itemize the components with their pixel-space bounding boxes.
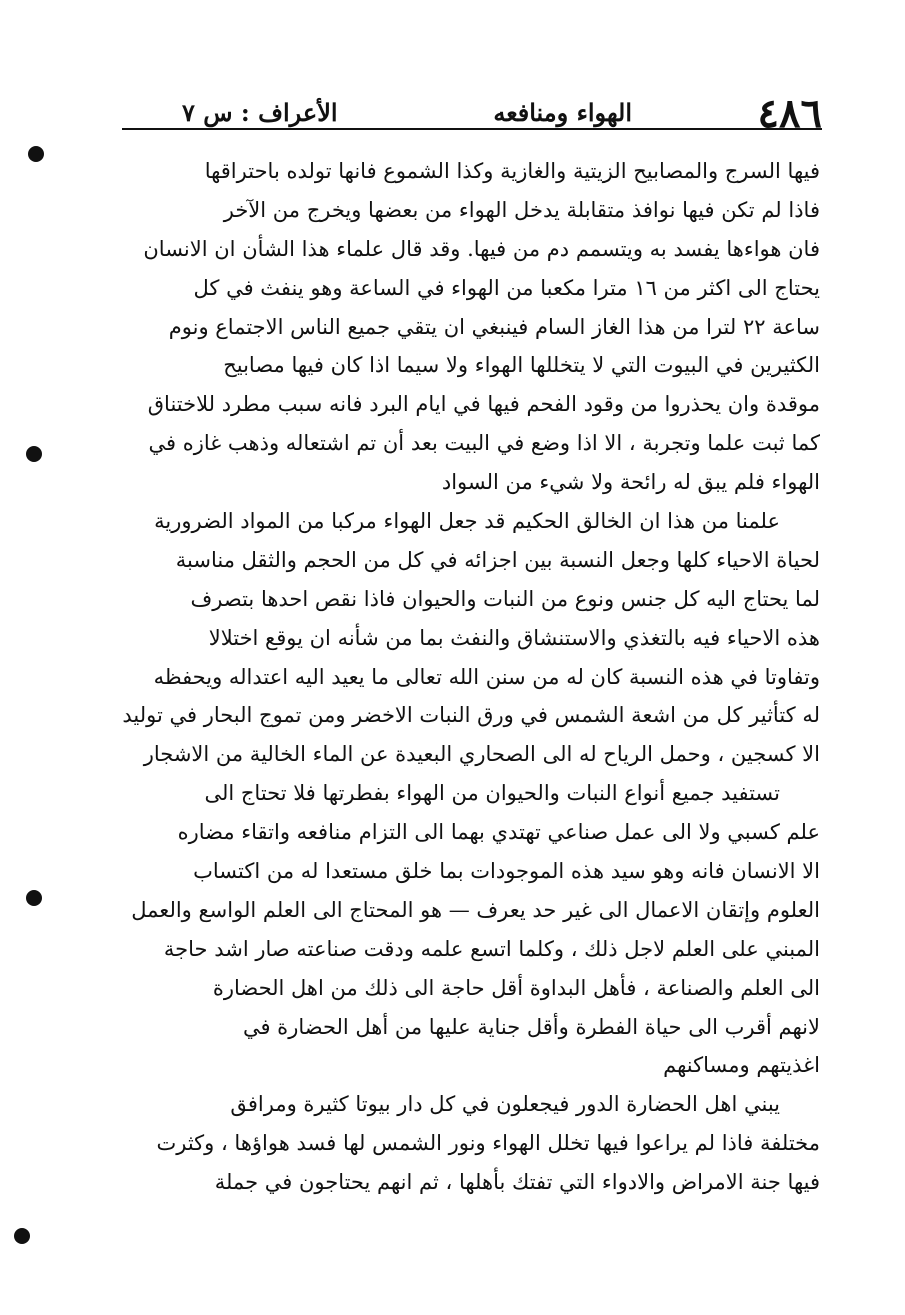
running-title: الهواء ومنافعه — [493, 98, 632, 127]
text-line: الا كسجين ، وحمل الرياح له الى الصحاري البعيدة عن الماء الخالية من الاشجار — [143, 742, 820, 767]
page-number: ٤٨٦ — [757, 90, 822, 137]
text-line: هذه الاحياء فيه بالتغذي والاستنشاق والنفث بما من شأنه ان يوقع اختلالا — [208, 625, 820, 650]
text-line: فان هواءها يفسد به ويتسمم دم من فيها. وقد قال علماء هذا الشأن ان الانسان — [143, 236, 820, 261]
binding-hole-mark — [28, 146, 44, 162]
text-line: علم كسبي ولا الى عمل صناعي تهتدي بهما الى التزام منافعه واتقاء مضاره — [177, 820, 820, 845]
section-reference: الأعراف : س ٧ — [182, 98, 338, 127]
text-line: موقدة وان يحذروا من وقود الفحم فيها في ايام البرد فانه سبب مطرد للاختناق — [147, 392, 820, 417]
paragraph-start-line: علمنا من هذا ان الخالق الحكيم قد جعل الهواء مركبا من المواد الضرورية — [154, 509, 780, 534]
text-line: له كتأثير كل من اشعة الشمس في ورق النبات الاخضر ومن تموج البحار في توليد — [122, 703, 820, 728]
text-line: لما يحتاج اليه كل جنس ونوع من النبات والحيوان فاذا نقص احدها بتصرف — [190, 586, 820, 611]
paragraph-start-line: تستفيد جميع أنواع النبات والحيوان من الهواء بفطرتها فلا تحتاج الى — [204, 781, 780, 806]
text-line: فيها جنة الامراض والادواء التي تفتك بأهلها ، ثم انهم يحتاجون في جملة — [214, 1170, 820, 1195]
text-line: لحياة الاحياء كلها وجعل النسبة بين اجزائه في كل من الحجم والثقل مناسبة — [175, 547, 820, 572]
text-line: الكثيرين في البيوت التي لا يتخللها الهواء ولا سيما اذا كان فيها مصابيح — [223, 353, 820, 378]
text-line: يحتاج الى اكثر من ١٦ مترا مكعبا من الهواء في الساعة وهو ينفث في كل — [193, 275, 820, 300]
header-rule — [122, 128, 822, 130]
paragraph-start-line: يبني اهل الحضارة الدور فيجعلون في كل دار بيوتا كثيرة ومرافق — [230, 1092, 780, 1117]
binding-hole-mark — [26, 446, 42, 462]
body-text — [100, 152, 820, 1202]
text-line: وتفاوتا في هذه النسبة كان له من سنن الله تعالى ما يعيد اليه اعتداله ويحفظه — [153, 664, 820, 689]
text-line: مختلفة فاذا لم يراعوا فيها تخلل الهواء ونور الشمس لها فسد هواؤها ، وكثرت — [156, 1131, 820, 1156]
text-line: فاذا لم تكن فيها نوافذ متقابلة يدخل الهواء من بعضها ويخرج من الآخر — [223, 197, 820, 222]
text-line: الى العلم والصناعة ، فأهل البداوة أقل حاجة الى ذلك من اهل الحضارة — [212, 975, 820, 1000]
binding-hole-mark — [26, 890, 42, 906]
text-line: كما ثبت علما وتجربة ، الا اذا وضع في البيت بعد أن تم اشتعاله وذهب غازه في — [148, 431, 820, 456]
text-line: فيها السرج والمصابيح الزيتية والغازية وكذا الشموع فانها تولده باحتراقها — [204, 159, 820, 183]
binding-hole-mark — [14, 1228, 30, 1244]
text-line: العلوم وإتقان الاعمال الى غير حد يعرف — هو المحتاج الى العلم الواسع والعمل — [131, 897, 820, 922]
text-line: اغذيتهم ومساكنهم — [663, 1053, 820, 1078]
text-line: المبني على العلم لاجل ذلك ، وكلما اتسع علمه ودقت صناعته صار اشد حاجة — [163, 936, 820, 961]
text-line: الهواء فلم يبق له رائحة ولا شيء من السواد — [441, 470, 820, 495]
text-line: لانهم أقرب الى حياة الفطرة وأقل جناية عليها من أهل الحضارة في — [242, 1014, 820, 1039]
page-header — [122, 92, 822, 140]
text-line: ساعة ٢٢ لترا من هذا الغاز السام فينبغي ان يتقي جميع الناس الاجتماع ونوم — [168, 314, 820, 339]
text-line: الا الانسان فانه وهو سيد هذه الموجودات بما خلق مستعدا له من اكتساب — [193, 859, 820, 884]
